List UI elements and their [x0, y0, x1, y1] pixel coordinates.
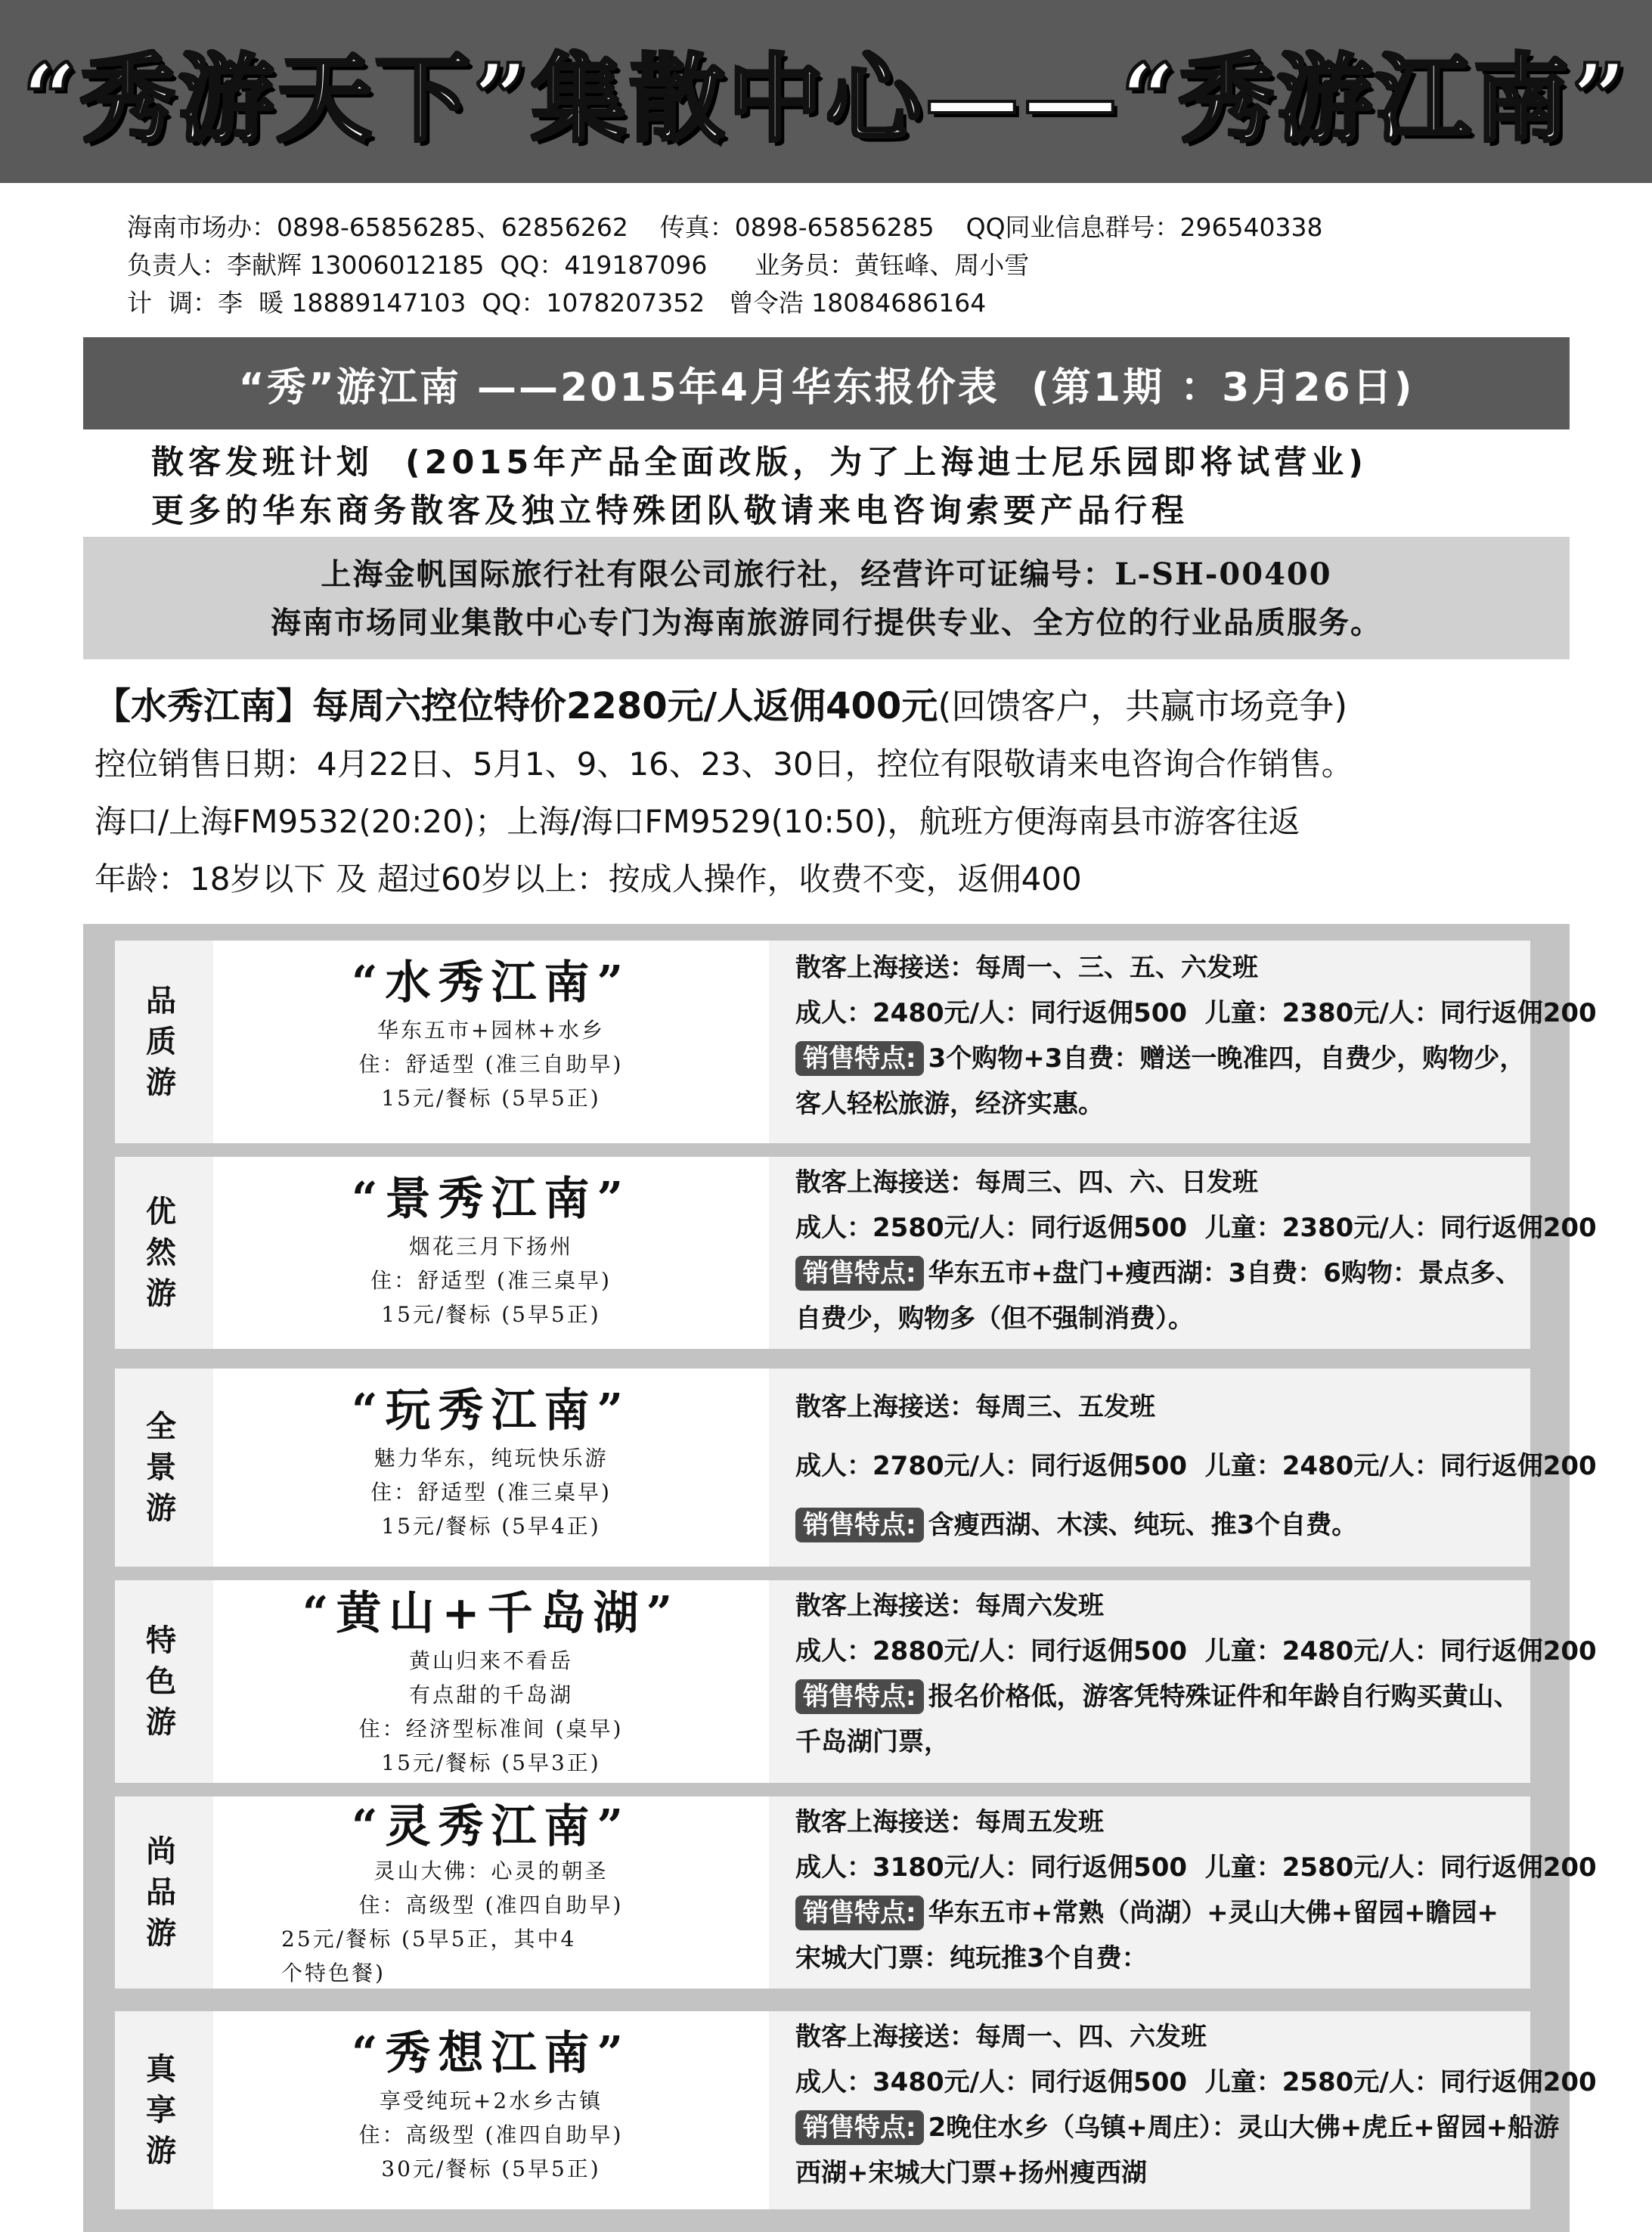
- price: 成人：2480元/人：同行返佣500 儿童：2380元/人：同行返佣200: [795, 998, 1597, 1028]
- product-info: [213, 941, 769, 1143]
- feature: [795, 1674, 1536, 1719]
- tag-char: 品: [146, 984, 176, 1018]
- tag-char: 品: [146, 1875, 176, 1910]
- sales-feature-badge: 销售特点:: [795, 1256, 924, 1291]
- feature: [795, 1251, 1536, 1296]
- product-row: [115, 941, 1597, 1143]
- sales-feature-badge: 销售特点:: [795, 1041, 924, 1076]
- tag-char: 尚: [146, 1834, 176, 1869]
- product-desc: 住：舒适型 (准三桌早): [370, 1268, 612, 1293]
- feature-cont: 西湖+宋城大门票+扬州瘦西湖: [795, 2158, 1147, 2188]
- page-title: “秀游天下”集散中心——“秀游江南”: [22, 42, 1630, 155]
- company-license: 上海金帆国际旅行社有限公司旅行社，经营许可证编号：L-SH-00400: [321, 556, 1332, 592]
- product-desc: 住：舒适型 (准三自助早): [358, 1052, 624, 1077]
- schedule: 散客上海接送：每周一、四、六发班: [795, 2022, 1207, 2052]
- product-desc: 住：经济型标准间 (桌早): [358, 1716, 624, 1741]
- schedule: 散客上海接送：每周一、三、五、六发班: [795, 953, 1258, 983]
- product-info: [213, 1157, 769, 1349]
- product-desc: 30元/餐标 (5早5正): [381, 2156, 601, 2181]
- feature-text: 华东五市+盘门+瘦西湖：3自费：6购物：景点多、: [928, 1258, 1521, 1288]
- promo-section: [95, 677, 1576, 908]
- feature-text: 含瘦西湖、木渎、纯玩、推3个自费。: [928, 1510, 1358, 1540]
- price: 成人：3480元/人：同行返佣500 儿童：2580元/人：同行返佣200: [795, 2067, 1597, 2097]
- product-desc: 25元/餐标 (5早5正，其中4: [281, 1927, 577, 1951]
- product-row: [115, 1796, 1597, 1989]
- company-service: 海南市场同业集散中心专门为海南旅游同行提供专业、全方位的行业品质服务。: [271, 605, 1382, 640]
- feature-cont: 客人轻松旅游，经济实惠。: [795, 1089, 1104, 1119]
- product-desc: 灵山大佛：心灵的朝圣: [373, 1858, 609, 1883]
- feature-cont: 宋城大门票：纯玩推3个自费：: [795, 1943, 1148, 1973]
- product-info: [213, 1580, 769, 1783]
- tag-char: 游: [146, 1065, 176, 1100]
- intro-text: [151, 439, 1573, 535]
- feature: [795, 1036, 1536, 1081]
- product-details: [795, 1157, 1597, 1352]
- feature-cont: 自费少，购物多（但不强制消费）。: [795, 1304, 1194, 1334]
- promo-line: 海口/上海FM9532(20:20)；上海/海口FM9529(10:50)，航班方便海南县市游客往返: [95, 803, 1300, 840]
- product-desc: 15元/餐标 (5早5正): [381, 1302, 601, 1327]
- product-info: [213, 1796, 769, 1989]
- product-info: [213, 2011, 769, 2209]
- sales-feature-badge: 销售特点:: [795, 1896, 924, 1930]
- contact-line: 负责人：李献辉 13006012185 QQ：419187096 业务员：黄钰峰、周小雪: [127, 250, 1030, 280]
- price: 成人：2580元/人：同行返佣500 儿童：2380元/人：同行返佣200: [795, 1213, 1597, 1243]
- tag-char: 游: [146, 1705, 176, 1740]
- product-row: [115, 1157, 1597, 1349]
- tag-char: 景: [146, 1450, 176, 1485]
- contact-info: [127, 209, 1601, 322]
- tag-char: 游: [146, 1276, 176, 1311]
- product-details: [795, 1580, 1597, 1786]
- product-name: “玩秀江南”: [351, 1384, 631, 1437]
- price: 成人：2880元/人：同行返佣500 儿童：2480元/人：同行返佣200: [795, 1636, 1597, 1666]
- category-tag: [115, 1157, 207, 1349]
- feature-cont: 千岛湖门票，: [795, 1727, 950, 1757]
- feature-text: 3个购物+3自费：赠送一晚准四，自费少，购物少，: [928, 1043, 1526, 1074]
- promo-line: 年龄：18岁以下 及 超过60岁以上：按成人操作，收费不变，返佣400: [95, 860, 1082, 897]
- product-desc: 住：高级型 (准四自助早): [358, 1893, 624, 1917]
- product-name: “灵秀江南”: [351, 1800, 631, 1853]
- feature-text: 2晚住水乡（乌镇+周庄）：灵山大佛+虎丘+留园+船游: [928, 2113, 1560, 2143]
- product-desc: 个特色餐): [281, 1961, 386, 1986]
- schedule: 散客上海接送：每周三、五发班: [795, 1392, 1155, 1422]
- promo-note: (回馈客户，共赢市场竞争): [938, 686, 1348, 727]
- product-name: “秀想江南”: [351, 2027, 631, 2080]
- feature-text: 报名价格低，游客凭特殊证件和年龄自行购买黄山、: [928, 1682, 1520, 1712]
- tag-char: 然: [146, 1235, 176, 1270]
- category-tag: [115, 941, 207, 1143]
- tag-char: 优: [146, 1195, 176, 1229]
- tag-char: 游: [146, 1491, 176, 1526]
- price: 成人：2780元/人：同行返佣500 儿童：2480元/人：同行返佣200: [795, 1451, 1597, 1481]
- product-desc: 华东五市+园林+水乡: [377, 1018, 605, 1043]
- product-desc: 黄山归来不看岳: [408, 1648, 573, 1673]
- category-tag: [115, 1580, 207, 1783]
- product-name: “黄山+千岛湖”: [302, 1587, 680, 1640]
- price: 成人：3180元/人：同行返佣500 儿童：2580元/人：同行返佣200: [795, 1852, 1597, 1883]
- feature: [795, 2105, 1560, 2150]
- category-tag: [115, 1369, 207, 1567]
- feature-text: 华东五市+常熟（尚湖）+灵山大佛+留园+瞻园+: [928, 1898, 1499, 1928]
- contact-line: 计 调：李 暖 18889147103 QQ：1078207352 曾令浩 18084686164: [127, 288, 987, 318]
- product-desc: 有点甜的千岛湖: [408, 1682, 573, 1707]
- product-desc: 15元/餐标 (5早4正): [381, 1514, 601, 1539]
- tag-char: 游: [146, 1916, 176, 1951]
- feature: [795, 1890, 1536, 1936]
- price-list-title: “秀”游江南 ——2015年4月华东报价表 (第1期 ：3月26日): [83, 337, 1570, 429]
- category-tag: [115, 2011, 207, 2209]
- product-row: [115, 2011, 1597, 2209]
- tag-char: 游: [146, 2134, 176, 2168]
- product-desc: 享受纯玩+2水乡古镇: [379, 2088, 603, 2113]
- product-details: [795, 1369, 1597, 1576]
- tag-char: 特: [146, 1623, 176, 1658]
- product-row: [115, 1369, 1597, 1567]
- category-tag: [115, 1796, 207, 1989]
- promo-offer: 【水秀江南】每周六控位特价2280元/人返佣400元: [95, 685, 938, 727]
- product-details: [795, 1796, 1597, 1992]
- tag-char: 真: [146, 2052, 176, 2087]
- intro-line: 更多的华东商务散客及独立特殊团队敬请来电咨询索要产品行程: [151, 492, 1189, 530]
- schedule: 散客上海接送：每周六发班: [795, 1591, 1104, 1621]
- promo-headline: [95, 677, 1576, 736]
- product-row: [115, 1580, 1597, 1783]
- product-desc: 15元/餐标 (5早3正): [381, 1750, 601, 1775]
- product-desc: 烟花三月下扬州: [408, 1234, 573, 1259]
- tag-char: 享: [146, 2093, 176, 2128]
- product-desc: 魅力华东，纯玩快乐游: [373, 1446, 609, 1471]
- contact-line: 海南市场办：0898-65856285、62856262 传真：0898-65856285 QQ同业信息群号：296540338: [127, 212, 1323, 242]
- schedule: 散客上海接送：每周三、四、六、日发班: [795, 1167, 1258, 1198]
- promo-line: 控位销售日期：4月22日、5月1、9、16、23、30日，控位有限敬请来电咨询合作销售。: [95, 746, 1353, 783]
- sales-feature-badge: 销售特点:: [795, 2110, 924, 2145]
- product-info: [213, 1369, 769, 1567]
- product-desc: 住：高级型 (准四自助早): [358, 2122, 624, 2147]
- product-details: [795, 2011, 1597, 2212]
- intro-line: 散客发班计划 (2015年产品全面改版，为了上海迪士尼乐园即将试营业): [151, 444, 1368, 482]
- tag-char: 质: [146, 1025, 176, 1059]
- product-desc: 住：舒适型 (准三桌早): [370, 1480, 612, 1505]
- product-name: “水秀江南”: [351, 956, 631, 1009]
- product-details: [795, 941, 1597, 1148]
- product-desc: 15元/餐标 (5早5正): [381, 1086, 601, 1111]
- schedule: 散客上海接送：每周五发班: [795, 1807, 1104, 1837]
- tag-char: 全: [146, 1409, 176, 1444]
- product-name: “景秀江南”: [351, 1173, 631, 1226]
- company-box: [83, 537, 1570, 659]
- feature: [795, 1496, 1536, 1555]
- sales-feature-badge: 销售特点:: [795, 1679, 924, 1714]
- sales-feature-badge: 销售特点:: [795, 1508, 924, 1542]
- tag-char: 色: [146, 1664, 176, 1699]
